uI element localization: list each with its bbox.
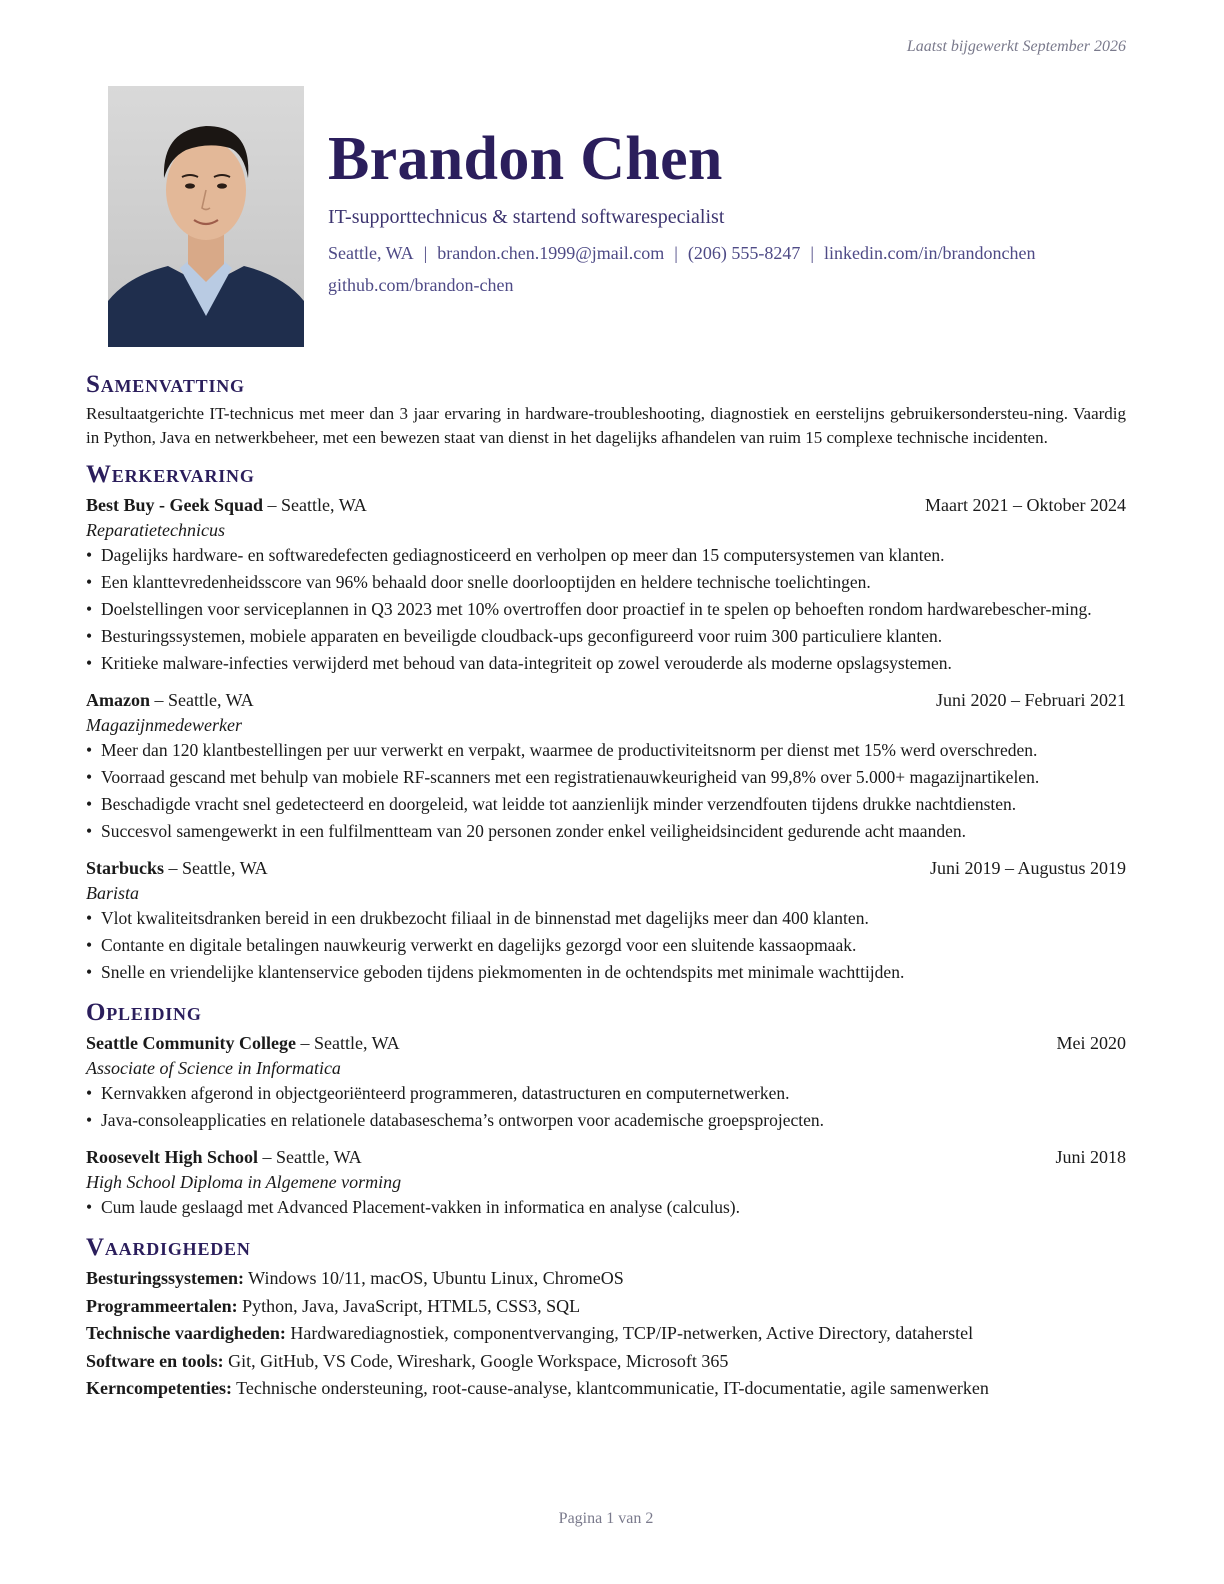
- education-entry: [86, 1030, 1126, 1132]
- section-title-experience: Werkervaring: [86, 461, 255, 488]
- contact-email-link[interactable]: brandon.chen.1999@jmail.com: [437, 243, 665, 263]
- education-section: [86, 996, 1126, 1219]
- experience-entry: [86, 687, 1126, 843]
- contact-location: Seattle, WA: [328, 243, 414, 263]
- entry-organization: Roosevelt High School: [86, 1147, 259, 1167]
- entry-bullets: [86, 1196, 1126, 1219]
- entry-organization: Best Buy - Geek Squad: [86, 495, 264, 515]
- bullet-item: • Succesvol samengewerkt in een fulfilmentteam van 20 personen zonder enkel veiligheidsincident gedurende acht maanden.: [86, 820, 1126, 843]
- bullet-item: • Besturingssystemen, mobiele apparaten en beveiligde cloudback-ups geconfigureerd voor ruim 300 particuliere klanten.: [86, 625, 1126, 648]
- entry-dates: Juni 2018: [1055, 1147, 1126, 1167]
- entry-dates: Maart 2021 – Oktober 2024: [925, 495, 1126, 515]
- entry-organization: Amazon: [86, 690, 150, 710]
- entry-header: [86, 687, 1126, 713]
- entry-location: – Seattle, WA: [258, 1147, 362, 1167]
- bullet-item: • Contante en digitale betalingen nauwkeurig verwerkt en dagelijks gezorgd voor een sluitende kassaopmaak.: [86, 934, 1126, 957]
- contact-github-link[interactable]: github.com/brandon-chen: [328, 275, 514, 295]
- skills-section: [86, 1231, 1126, 1403]
- bullet-item: • Beschadigde vracht snel gedetecteerd en doorgeleid, wat leidde tot aanzienlijk minder verzendfouten tijdens drukke nachtdiensten.: [86, 793, 1126, 816]
- profile-photo: [108, 86, 304, 347]
- bullet-item: • Dagelijks hardware- en softwaredefecten gediagnosticeerd en verholpen op meer dan 15 computersystemen van klanten.: [86, 544, 1126, 567]
- summary-text: Resultaatgerichte IT-technicus met meer dan 3 jaar ervaring in hardware-troubleshooting, diagnostiek en eerstelijns gebruikersondersteu-ning. Vaardig in Python, Java en netwerkbeheer, met een bewezen staat van dienst in het dagelijks afhandelen van ruim 15 complexe technische incidenten.: [86, 404, 1126, 447]
- entry-organization: Starbucks: [86, 858, 165, 878]
- entry-header: [86, 1030, 1126, 1056]
- skill-key: Technische vaardigheden:: [86, 1323, 286, 1343]
- entry-degree: Associate of Science in Informatica: [86, 1058, 341, 1078]
- skill-value: Git, GitHub, VS Code, Wireshark, Google Workspace, Microsoft 365: [223, 1350, 729, 1371]
- skill-key: Software en tools:: [86, 1350, 224, 1371]
- contact-row-2: [328, 275, 513, 296]
- candidate-tagline: IT-supporttechnicus & startend softwarespecialist: [328, 206, 725, 228]
- entry-location: – Seattle, WA: [164, 858, 268, 878]
- skill-row: [86, 1348, 1126, 1376]
- entry-dates: Mei 2020: [1056, 1033, 1126, 1053]
- contact-separator: |: [810, 243, 814, 263]
- section-title-skills: Vaardigheden: [86, 1234, 251, 1261]
- entry-role: Reparatietechnicus: [86, 520, 225, 540]
- bullet-item: • Snelle en vriendelijke klantenservice geboden tijdens piekmomenten in de ochtendspits met minimale wachttijden.: [86, 961, 1126, 984]
- bullet-item: • Kritieke malware-infecties verwijderd met behoud van data-integriteit op zowel verouderde als moderne opslagsystemen.: [86, 652, 1126, 675]
- experience-entry: [86, 855, 1126, 984]
- section-title-summary: Samenvatting: [86, 371, 245, 398]
- entry-bullets: [86, 739, 1126, 843]
- experience-section: [86, 458, 1126, 984]
- candidate-name: Brandon Chen: [328, 125, 723, 193]
- bullet-item: • Kernvakken afgerond in objectgeoriënteerd programmeren, datastructuren en computernetwerken.: [86, 1082, 1126, 1105]
- contact-separator: |: [674, 243, 678, 263]
- skill-value: Technische ondersteuning, root-cause-analyse, klantcommunicatie, IT-documentatie, agile samenwerken: [231, 1378, 989, 1398]
- skill-key: Besturingssystemen:: [86, 1268, 244, 1288]
- entry-dates: Juni 2020 – Februari 2021: [936, 690, 1126, 710]
- skill-row: [86, 1375, 1126, 1403]
- entry-bullets: [86, 1082, 1126, 1132]
- entry-degree: High School Diploma in Algemene vorming: [86, 1172, 402, 1192]
- entry-organization: Seattle Community College: [86, 1033, 296, 1053]
- entry-header: [86, 492, 1126, 518]
- section-title-education: Opleiding: [86, 999, 202, 1026]
- entry-header: [86, 855, 1126, 881]
- contact-row: [328, 243, 1035, 264]
- bullet-item: • Voorraad gescand met behulp van mobiele RF-scanners met een registratienauwkeurigheid van 99,8% over 5.000+ magazijnartikelen.: [86, 766, 1126, 789]
- entry-location: – Seattle, WA: [263, 495, 367, 515]
- bullet-item: • Een klanttevredenheidsscore van 96% behaald door snelle doorlooptijden en heldere technische toelichtingen.: [86, 571, 1126, 594]
- page-number: Pagina 1 van 2: [558, 1510, 654, 1527]
- resume-body: [86, 368, 1126, 1407]
- skill-key: Programmeertalen:: [86, 1295, 238, 1316]
- bullet-item: • Cum laude geslaagd met Advanced Placement-vakken in informatica en analyse (calculus).: [86, 1196, 1126, 1219]
- contact-phone: (206) 555-8247: [687, 243, 801, 263]
- bullet-item: • Doelstellingen voor serviceplannen in Q3 2023 met 10% overtroffen door proactief in te spelen op behoeften rondom hardwarebescher-ming.: [86, 598, 1126, 621]
- education-entry: [86, 1144, 1126, 1219]
- entry-header: [86, 1144, 1126, 1170]
- bullet-item: • Java-consoleapplicaties en relationele databaseschema’s ontworpen voor academische groepsprojecten.: [86, 1109, 1126, 1132]
- skill-key: Kerncompetenties:: [86, 1378, 232, 1398]
- summary-section: [86, 368, 1126, 450]
- entry-bullets: [86, 544, 1126, 675]
- portrait-image: [108, 86, 304, 347]
- skill-value: Python, Java, JavaScript, HTML5, CSS3, SQL: [237, 1295, 581, 1316]
- entry-role: Magazijnmedewerker: [86, 715, 242, 735]
- bullet-item: • Vlot kwaliteitsdranken bereid in een drukbezocht filiaal in de binnenstad met dagelijks meer dan 400 klanten.: [86, 907, 1126, 930]
- bullet-item: • Meer dan 120 klantbestellingen per uur verwerkt en verpakt, waarmee de productiviteitsnorm per dienst met 15% werd overschreden.: [86, 739, 1126, 762]
- entry-role: Barista: [86, 883, 140, 903]
- entry-dates: Juni 2019 – Augustus 2019: [929, 858, 1126, 878]
- experience-entry: [86, 492, 1126, 675]
- entry-bullets: [86, 907, 1126, 984]
- entry-location: – Seattle, WA: [150, 690, 254, 710]
- skill-row: [86, 1293, 1126, 1321]
- skill-row: [86, 1265, 1126, 1293]
- skill-row: [86, 1320, 1126, 1348]
- skill-value: Windows 10/11, macOS, Ubuntu Linux, ChromeOS: [244, 1268, 624, 1288]
- entry-location: – Seattle, WA: [295, 1033, 400, 1053]
- skill-value: Hardwarediagnostiek, componentvervanging, TCP/IP-netwerken, Active Directory, dataherstel: [285, 1323, 974, 1343]
- contact-linkedin-link[interactable]: linkedin.com/in/brandonchen: [824, 243, 1036, 263]
- contact-separator: |: [423, 243, 428, 263]
- last-updated-note: Laatst bijgewerkt September 2026: [906, 38, 1126, 55]
